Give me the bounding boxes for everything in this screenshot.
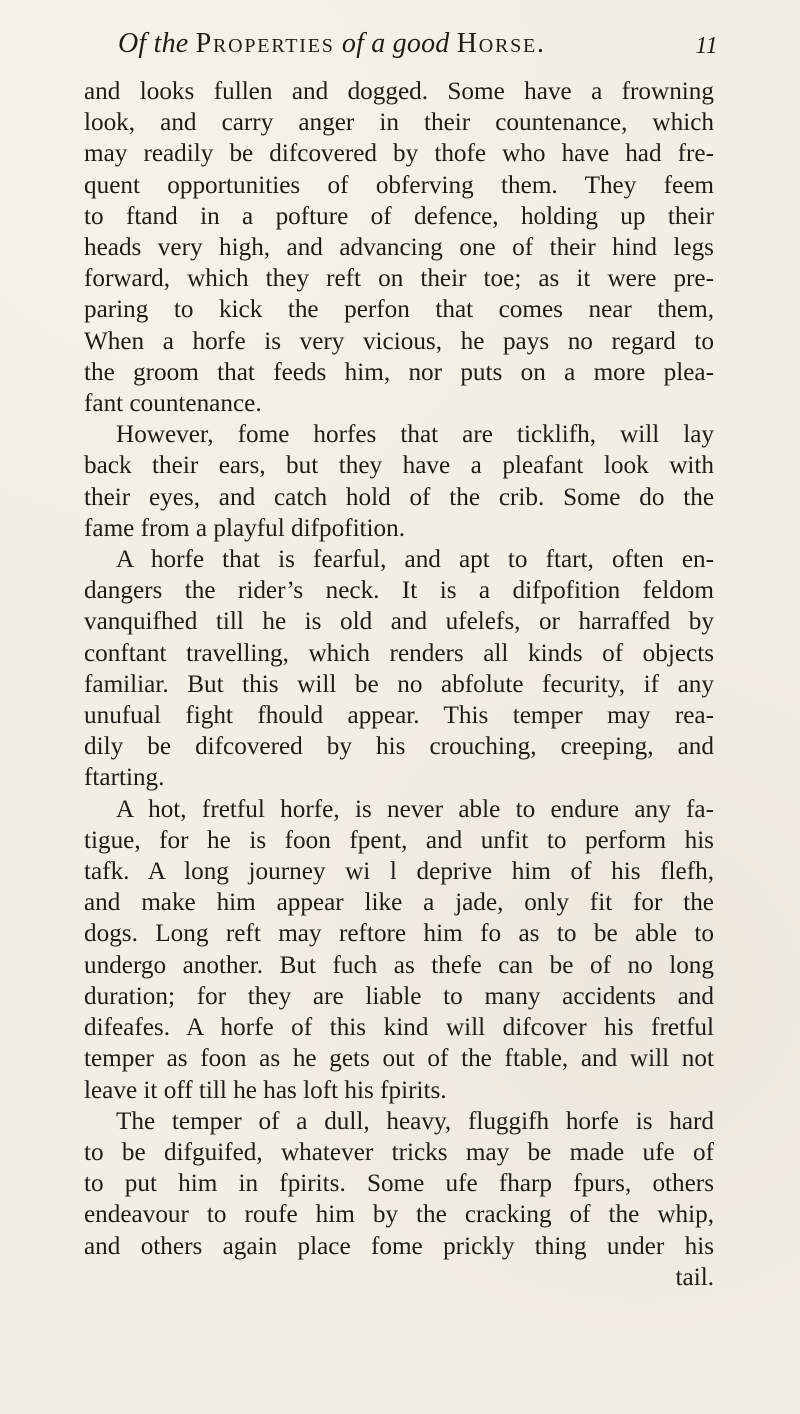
text-line-17: dangers the rider’s neck. It is a difpofition feldom [84, 577, 714, 605]
text-line-14: their eyes, and catch hold of the crib. Some do the [84, 483, 714, 511]
text-line-27: and make him appear like a jade, only fit for the [84, 889, 714, 917]
running-head-title [118, 30, 546, 58]
text-line-6: heads very high, and advancing one of their hind legs [84, 234, 714, 262]
running-head-part-2: Properties [195, 28, 335, 59]
running-head-part-1: Of the [118, 28, 189, 59]
text-line-24: A hot, fretful horfe, is never able to endure any fa- [116, 795, 714, 823]
text-line-28: dogs. Long reft may reftore him fo as to be able to [84, 920, 714, 948]
text-line-18: vanquifhed till he is old and ufelefs, or harraffed by [84, 608, 714, 636]
text-line-16: A horfe that is fearful, and apt to ftart, often en- [116, 546, 714, 574]
text-line-1: and looks fullen and dogged. Some have a frowning [84, 78, 714, 105]
text-line-37: endeavour to roufe him by the cracking of the whip, [84, 1201, 714, 1229]
text-line-32: temper as foon as he gets out of the ftable, and will not [84, 1045, 714, 1073]
text-line-33: leave it off till he has loft his fpirits. [84, 1076, 447, 1104]
text-line-38: and others again place fome prickly thing under his [84, 1232, 714, 1260]
text-line-15: fame from a playful difpofition. [84, 514, 406, 542]
page-number: 11 [695, 33, 718, 59]
text-line-10: the groom that feeds him, nor puts on a more plea- [84, 358, 714, 386]
text-line-9: When a horfe is very vicious, he pays no regard to [84, 327, 714, 355]
text-line-2: look, and carry anger in their countenance, which [84, 109, 714, 137]
text-line-39: tail. [675, 1263, 714, 1291]
text-line-13: back their ears, but they have a pleafant look with [84, 452, 714, 480]
text-line-5: to ftand in a pofture of defence, holding up their [84, 202, 714, 230]
text-line-25: tigue, for he is foon fpent, and unfit to perform his [84, 826, 714, 854]
text-line-12: However, fome horfes that are ticklifh, will lay [116, 421, 714, 449]
text-line-29: undergo another. But fuch as thefe can be of no long [84, 951, 714, 979]
text-line-31: difeafes. A horfe of this kind will difcover his fretful [84, 1014, 714, 1042]
text-line-35: to be difguifed, whatever tricks may be made ufe of [84, 1138, 714, 1166]
text-line-4: quent opportunities of obferving them. They feem [84, 171, 714, 199]
text-line-20: familiar. But this will be no abfolute fecurity, if any [84, 670, 714, 698]
text-line-3: may readily be difcovered by thofe who have had fre- [84, 140, 714, 168]
text-line-30: duration; for they are liable to many accidents and [84, 982, 714, 1010]
text-line-21: unufual fight fhould appear. This temper may rea- [84, 702, 714, 730]
text-line-22: dily be difcovered by his crouching, creeping, and [84, 733, 714, 761]
text-line-36: to put him in fpirits. Some ufe fharp fpurs, others [84, 1170, 714, 1198]
running-head-part-3: of a good [341, 28, 450, 59]
text-line-7: forward, which they reft on their toe; as it were pre- [84, 265, 714, 293]
text-line-19: conftant travelling, which renders all kinds of objects [84, 639, 714, 667]
body-text [84, 76, 714, 1293]
running-head-part-4: Horse. [456, 28, 546, 59]
text-line-23: ftarting. [84, 764, 165, 792]
running-head [118, 28, 718, 59]
text-line-8: paring to kick the perfon that comes near them, [84, 296, 714, 324]
text-line-26: tafk. A long journey wi l deprive him of his flefh, [84, 858, 714, 886]
text-line-34: The temper of a dull, heavy, fluggifh horfe is hard [116, 1107, 714, 1135]
text-line-11: fant countenance. [84, 390, 262, 418]
